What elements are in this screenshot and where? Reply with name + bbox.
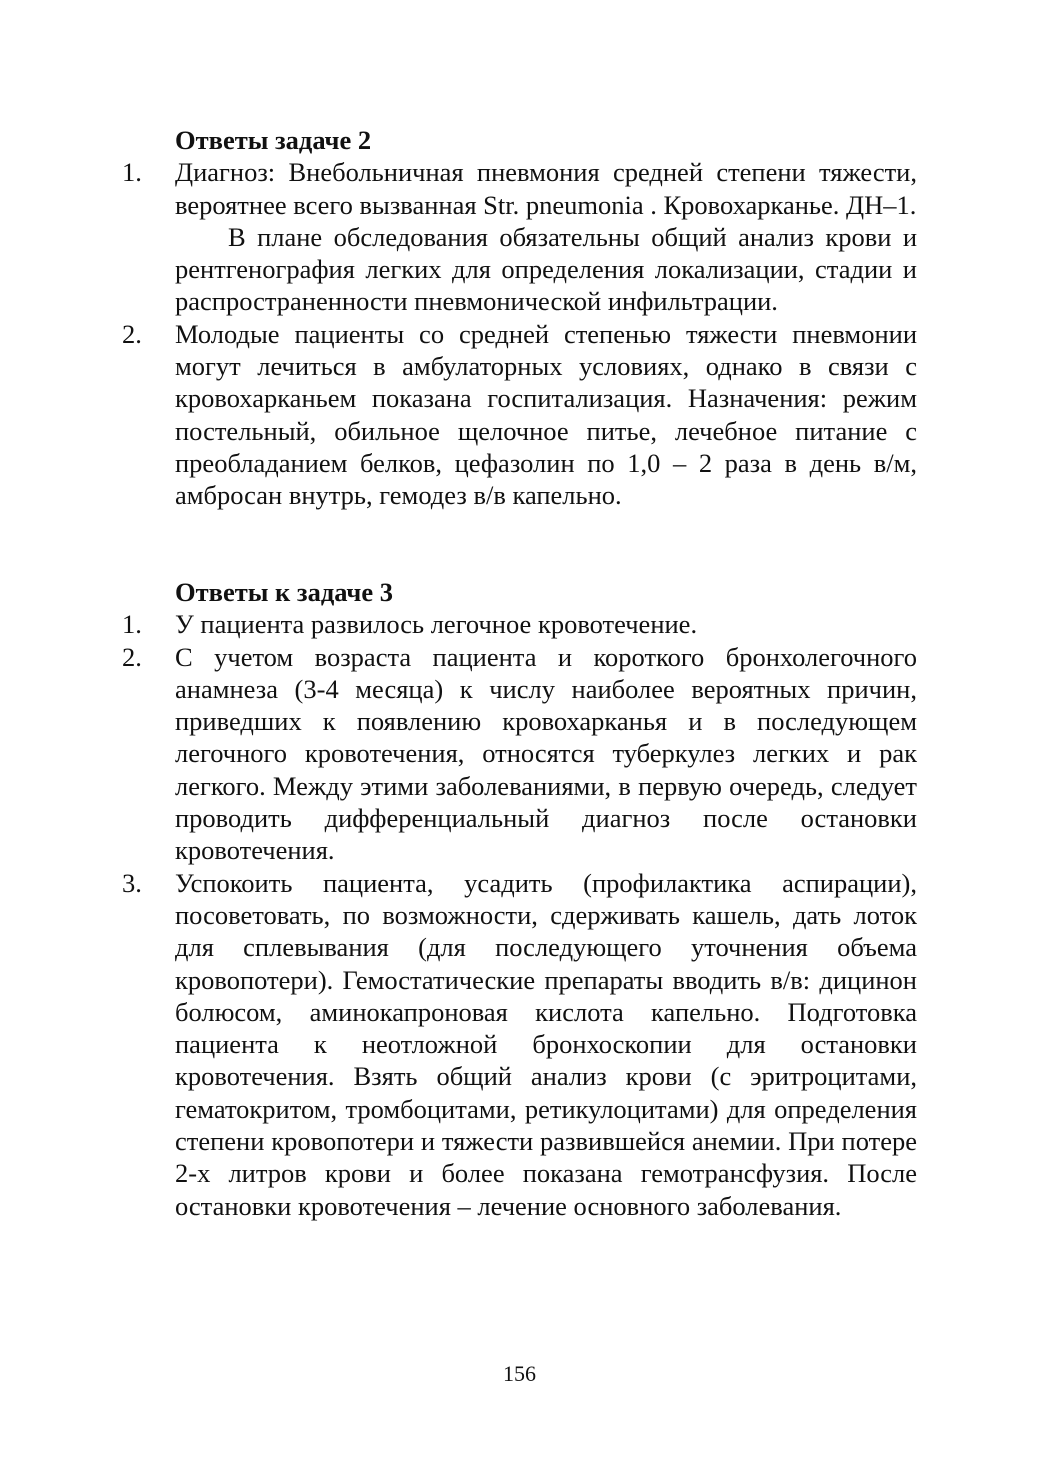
list-item-number: 2. — [122, 641, 142, 672]
paragraph: В плане обследования обязательны общий анализ крови и рентгенография легких для определения локализации, стадии и распространенности пневмонической инфильтрации. — [175, 221, 917, 317]
page-number: 156 — [503, 1361, 536, 1386]
list-item-text: У пациента развилось легочное кровотечение. — [175, 609, 698, 640]
list-item-number: 2. — [122, 318, 142, 349]
list-item — [122, 608, 917, 640]
list-item-number: 3. — [122, 867, 142, 898]
list-item — [122, 156, 917, 221]
answers-task-3 — [122, 576, 917, 1222]
list-item-number: 1. — [122, 609, 142, 640]
list-item — [122, 318, 917, 512]
list-item — [122, 867, 917, 1222]
list-item-text: Диагноз: Внебольничная пневмония средней степени тяжести, вероятнее всего вызванная Str. pneumonia . Кровохарканье. ДН–1. — [175, 157, 917, 220]
section-heading: Ответы задаче 2 — [175, 125, 372, 155]
list-item-text: Успокоить пациента, усадить (профилактика аспирации), посоветовать, по возможности, сдерживать кашель, дать лоток для сплевывания (для последующего уточнения объема кровопотери). Гемостатические препараты вводить в/в: дицинон болюсом, аминокапроновая кислота капельно. Подготовка пациента к неотложной бронхоскопии для остановки кровотечения. Взять общий анализ крови (с эритроцитами, гематокритом, тромбоцитами, ретикулоцитами) для определения степени кровопотери и тяжести развившейся анемии. При потере 2-х литров крови и более показана гемотрансфузия. После остановки кровотечения – лечение основного заболевания. — [175, 867, 917, 1221]
list-item-text: С учетом возраста пациента и короткого бронхолегочного анамнеза (3-4 месяца) к числу наиболее вероятных причин, приведших к появлению кровохарканья и в последующем легочного кровотечения, относятся туберкулез легких и рак легкого. Между этими заболеваниями, в первую очередь, следует проводить дифференциальный диагноз после остановки кровотечения. — [175, 641, 917, 866]
answers-task-2 — [122, 124, 917, 512]
list-item-number: 1. — [122, 157, 142, 188]
section-heading: Ответы к задаче 3 — [175, 577, 394, 607]
list-item — [122, 641, 917, 867]
list-item-text: Молодые пациенты со средней степенью тяжести пневмонии могут лечиться в амбулаторных условиях, однако в связи с кровохарканьем показана госпитализация. Назначения: режим постельный, обильное щелочное питье, лечебное питание с преобладанием белков, цефазолин по 1,0 – 2 раза в день в/м, амбросан внутрь, гемодез в/в капельно. — [175, 318, 917, 511]
